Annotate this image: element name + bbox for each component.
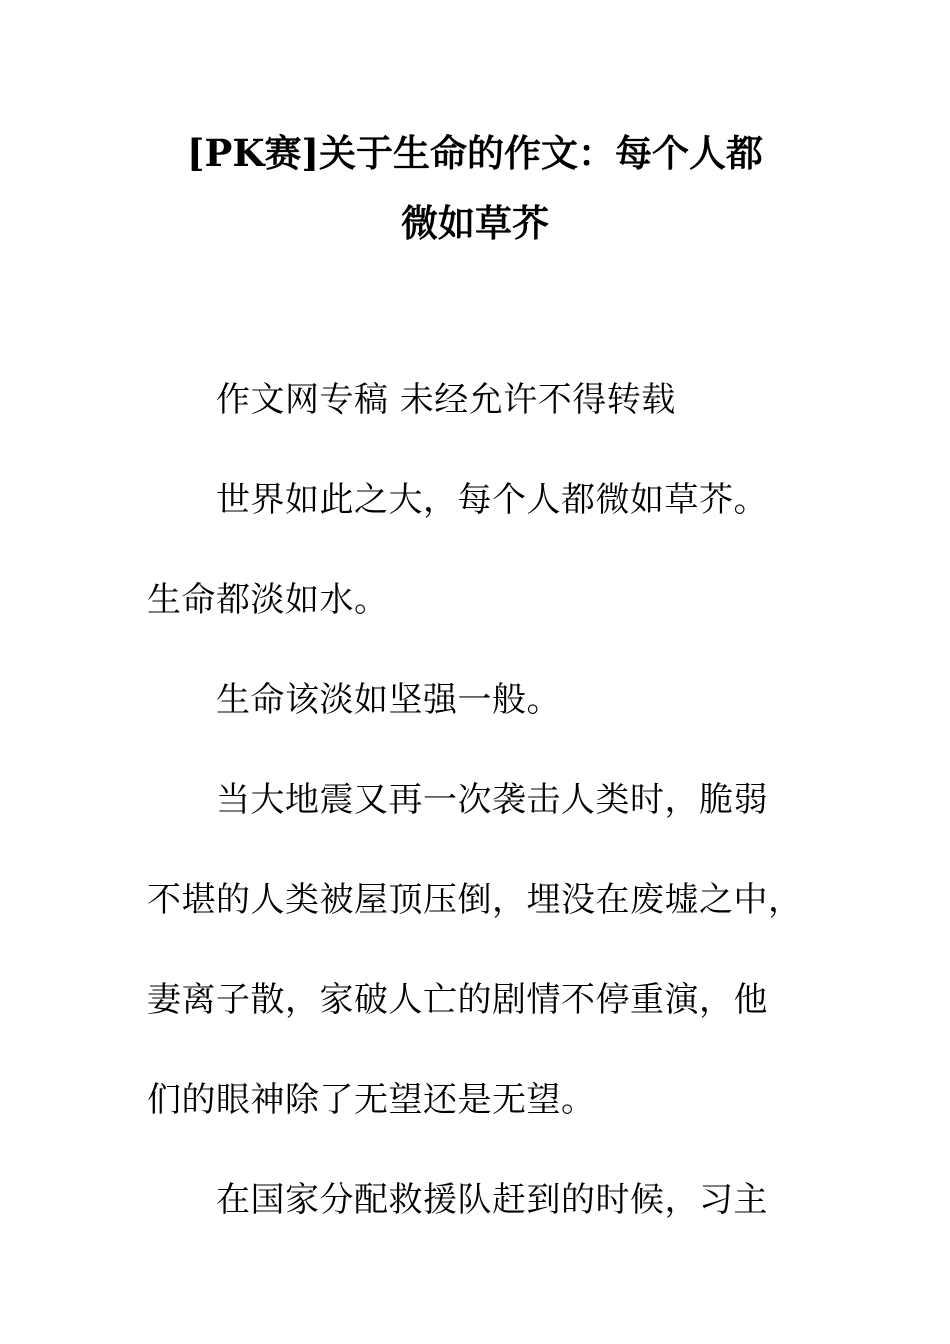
paragraph-line: 妻离子散，家破人亡的剧情不停重演，他 — [147, 980, 768, 1020]
document-title — [140, 118, 810, 258]
paragraph-line: 们的眼神除了无望还是无望。 — [147, 1080, 596, 1120]
paragraph-line: 生命该淡如坚强一般。 — [216, 680, 561, 720]
paragraph-copyright-notice: 作文网专稿 未经允许不得转载 — [216, 380, 676, 420]
paragraph-line: 在国家分配救援队赶到的时候，习主 — [216, 1180, 768, 1220]
paragraph-line: 世界如此之大，每个人都微如草芥。 — [216, 480, 768, 520]
paragraph-line: 生命都淡如水。 — [147, 580, 389, 620]
title-line-2: 微如草芥 — [401, 201, 549, 245]
title-line-1: [PK赛]关于生命的作文：每个人都 — [187, 131, 763, 175]
paragraph-line: 不堪的人类被屋顶压倒，埋没在废墟之中， — [147, 880, 803, 920]
paragraph-line: 当大地震又再一次袭击人类时，脆弱 — [216, 780, 768, 820]
